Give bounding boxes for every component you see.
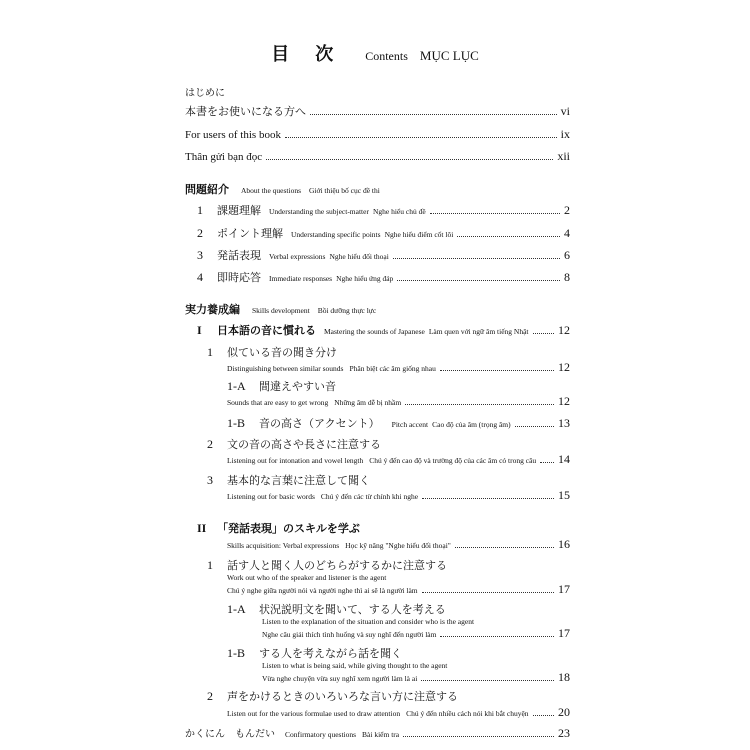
section-questions-heading: 問題紹介 About the questions Giới thiệu bố cục đề thi [185, 183, 380, 196]
toc-entry-2-2-desc[interactable]: Listen out for the various formulae used to draw attention Chú ý đến nhiều cách nói khi bắt chuyện 20 [227, 705, 570, 719]
toc-entry-q2[interactable]: 2 ポイント理解 Understanding specific points Nghe hiểu điểm cốt lõi 4 [197, 226, 570, 240]
toc-entry-confirm[interactable]: かくにん もんだい Confirmatory questions Bài kiểm tra 23 [185, 726, 570, 740]
toc-entry-2-1-desc[interactable]: Chú ý nghe giữa người nói và người nghe thì ai sẽ là người làm 17 [227, 582, 570, 596]
toc-entry-q4[interactable]: 4 即時応答 Immediate responses Nghe hiểu ứng đáp 8 [197, 270, 570, 284]
title-english: Contents [365, 49, 408, 63]
title-vietnamese: MỤC LỤC [419, 48, 479, 63]
toc-entry-2-1b[interactable]: 1-B する人を考えながら話を聞く [227, 646, 402, 660]
toc-entry-1-1-desc[interactable]: Distinguishing between similar sounds Phân biệt các âm giống nhau 12 [227, 360, 570, 374]
toc-entry-2-1a[interactable]: 1-A 状況説明文を聞いて、する人を考える [227, 602, 446, 616]
toc-entry-1-3[interactable]: 3 基本的な言葉に注意して聞く [207, 473, 370, 487]
toc-entry-2-1b-desc[interactable]: Vừa nghe chuyện vừa suy nghĩ xem người làm là ai 18 [262, 670, 570, 684]
toc-entry-than-gui[interactable]: Thân gửi bạn đọc xii [185, 149, 570, 163]
page-title [0, 40, 750, 66]
toc-entry-part-1[interactable]: I 日本語の音に慣れる Mastering the sounds of Japanese Làm quen với ngữ âm tiếng Nhật 12 [197, 323, 570, 337]
toc-entry-q1[interactable]: 1 課題理解 Understanding the subject-matter Nghe hiểu chủ đề 2 [197, 203, 570, 217]
toc-entry-2-2[interactable]: 2 声をかけるときのいろいろな言い方に注意する [207, 689, 458, 703]
toc-entry-for-users[interactable]: For users of this book ix [185, 127, 570, 141]
intro-heading: はじめに [185, 88, 225, 99]
section-skills-heading: 実力養成編 Skills development Bồi dưỡng thực lực [185, 303, 377, 316]
toc-entry-1-3-desc[interactable]: Listening out for basic words Chú ý đến các từ chính khi nghe 15 [227, 488, 570, 502]
toc-entry-1-1a[interactable]: 1-A 間違えやすい音 [227, 379, 336, 393]
toc-entry-2-1[interactable]: 1 話す人と聞く人のどちらがするかに注意する [207, 558, 447, 572]
toc-entry-2-1a-desc[interactable]: Nghe câu giải thích tình huống và suy nghĩ đến người làm 17 [262, 626, 570, 640]
toc-entry-part-2-desc[interactable]: Skills acquisition: Verbal expressions Học kỹ năng "Nghe hiểu đối thoại" 16 [227, 537, 570, 551]
toc-entry-2-1a-en: Listen to the explanation of the situation and consider who is the agent [262, 617, 475, 626]
toc-entry-1-1b[interactable]: 1-B 音の高さ（アクセント） Pitch accent Cao độ của âm (trọng âm) 13 [227, 416, 570, 430]
title-japanese: 目次 [271, 44, 360, 65]
toc-entry-1-1a-desc[interactable]: Sounds that are easy to get wrong Những âm dễ bị nhầm 12 [227, 394, 570, 408]
toc-entry-q3[interactable]: 3 発話表現 Verbal expressions Nghe hiểu đối thoại 6 [197, 248, 570, 262]
toc-entry-2-1b-en: Listen to what is being said, while giving thought to the agent [262, 661, 448, 670]
toc-entry-part-2[interactable]: II 「発話表現」のスキルを学ぶ [197, 521, 360, 535]
toc-entry-1-2[interactable]: 2 文の音の高さや長さに注意する [207, 437, 381, 451]
toc-entry-1-1[interactable]: 1 似ている音の聞き分け [207, 345, 337, 359]
toc-entry-howto[interactable]: 本書をお使いになる方へ vi [185, 104, 570, 118]
toc-entry-2-1-en: Work out who of the speaker and listener is the agent [227, 573, 387, 582]
toc-entry-1-2-desc[interactable]: Listening out for intonation and vowel length Chú ý đến cao độ và trường độ của các âm có trong câu 14 [227, 452, 570, 466]
